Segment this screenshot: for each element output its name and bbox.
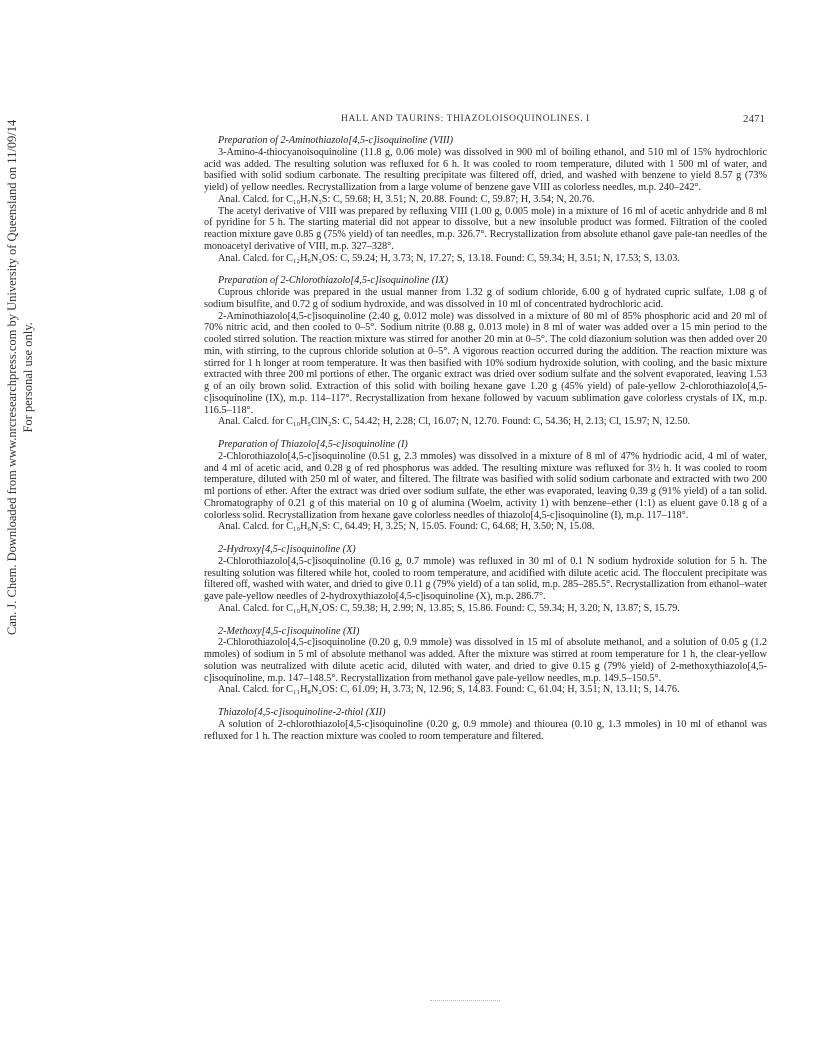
section-heading: 2-Methoxy[4,5-c]isoquinoline (XI) bbox=[218, 625, 360, 637]
paragraph: 2-Chlorothiazolo[4,5-c]isoquinoline (0.20 g, 0.9 mmole) was dissolved in 15 ml of absolute methanol, and a solution of 0.05 g (1.2 mmoles) of sodium in 5 ml of absolute methanol was added. After the mixture was stirred at room temperature for 1 h, the clear-yellow solution was neutralized with dilute acetic acid, diluted with water, and dried to give 0.15 g (79% yield) of 2-methoxythiazolo[4,5-c]isoquinoline, m.p. 147–148.5°. Recrystallization from methanol gave pale-yellow needles, m.p. 149.5–150.5°. bbox=[204, 637, 767, 684]
section-heading: Thiazolo[4,5-c]isoquinoline-2-thiol (XII) bbox=[218, 707, 386, 718]
section-heading: 2-Hydroxy[4,5-c]isoquinoline (X) bbox=[218, 544, 356, 555]
paragraph: The acetyl derivative of VIII was prepared by refluxing VIII (1.00 g, 0.005 mole) in a mixture of 16 ml of acetic anhydride and 8 ml of pyridine for 5 h. The starting material did not appear to dissolve, but a new insoluble product was formed. Filtration of the cooled reaction mixture gave 0.85 g (75% yield) of tan needles, m.p. 326.7°. Recrystallization from absolute ethanol gave pale-tan needles of the monoacetyl derivative of VIII, m.p. 327–328°. bbox=[204, 205, 767, 252]
analysis-line: Anal. Calcd. for C₁₀H₇N₃S: C, 59.68; H, 3.51; N, 20.88. Found: C, 59.87; H, 3.54; N, 20.76. bbox=[218, 193, 595, 205]
download-watermark bbox=[0, 0, 40, 1053]
paragraph: 2-Chlorothiazolo[4,5-c]isoquinoline (0.16 g, 0.7 mmole) was refluxed in 30 ml of 0.1 N sodium hydroxide solution for 5 h. The resulting solution was filtered while hot, cooled to room temperature, and acidified with dilute acetic acid. The flocculent precipitate was filtered off, washed with water, and dried to give 0.11 g (79% yield) of a tan solid, m.p. 285–285.5°. Recrystallization from ethanol–water gave pale-yellow needles of 2-hydroxythiazolo[4,5-c]isoquinoline (X), m.p. 286.7°. bbox=[204, 555, 767, 602]
paragraph: 3-Amino-4-thiocyanoisoquinoline (11.8 g, 0.06 mole) was dissolved in 900 ml of boiling ethanol, and 510 ml of 15% hydrochloric acid was added. The resulting solution was refluxed for 6 h. It was cooled to room temperature, diluted with 1 500 ml of water, and basified with solid sodium carbonate. The resulting precipitate was filtered off, dried, and washed with benzene to yield 8.57 g (73% yield) of yellow needles. Recrystallization from a large volume of benzene gave VIII as colorless needles, m.p. 240–242°. bbox=[204, 146, 767, 193]
article-body bbox=[204, 135, 767, 742]
analysis-line: Anal. Calcd. for C₁₀H₅ClN₂S: C, 54.42; H, 2.28; Cl, 16.07; N, 12.70. Found: C, 54.36; H, 2.13; Cl, 15.97; N, 12.50. bbox=[218, 416, 691, 428]
download-notice-line1: Can. J. Chem. Downloaded from www.nrcresearchpress.com by University of Queensland on 11/09/14 bbox=[5, 119, 19, 635]
analysis-line: Anal. Calcd. for C₁₂H₉N₃OS: C, 59.24; H, 3.73; N, 17.27; S, 13.18. Found: C, 59.34; H, 3.51; N, 17.53; S, 13.03. bbox=[218, 252, 680, 264]
paragraph: A solution of 2-chlorothiazolo[4,5-c]isoquinoline (0.20 g, 0.9 mmole) and thiourea (0.10 g, 1.3 mmoles) in 10 ml of ethanol was refluxed for 1 h. The reaction mixture was cooled to room temperature and filtered. bbox=[204, 718, 767, 742]
section-heading: Preparation of 2-Aminothiazolo[4,5-c]isoquinoline (VIII) bbox=[218, 135, 454, 146]
section-ix bbox=[204, 275, 767, 428]
analysis-line: Anal. Calcd. for C₁₀H₆N₂OS: C, 59.38; H, 2.99; N, 13.85; S, 15.86. Found: C, 59.34; H, 3.20; N, 13.87; S, 15.79. bbox=[218, 602, 680, 614]
section-viii bbox=[204, 135, 767, 264]
section-heading: Preparation of 2-Chlorothiazolo[4,5-c]isoquinoline (IX) bbox=[218, 275, 449, 287]
analysis-line: Anal. Calcd. for C₁₀H₆N₂S: C, 64.49; H, 3.25; N, 15.05. Found: C, 64.68; H, 3.50; N, 15.08. bbox=[218, 521, 595, 533]
paragraph: 2-Aminothiazolo[4,5-c]isoquinoline (2.40 g, 0.012 mole) was dissolved in a mixture of 80 ml of 85% phosphoric acid and 20 ml of 70% nitric acid, and then cooled to 0–5°. Sodium nitrite (0.88 g, 0.013 mole) in 8 ml of water was added over a 15 min period to the cooled stirred solution. The reaction mixture was stirred for another 20 min at 0–5°. The cold diazonium solution was then added over 20 min, with stirring, to the cuprous chloride solution at 0–5°. A vigorous reaction occurred during the addition. The reaction mixture was stirred for 1 h longer at room temperature. It was then basified with 10% sodium hydroxide solution, with cooling, and the basic mixture extracted with three 200 ml portions of ether. The organic extract was dried over sodium sulfate and the solvent evaporated, leaving 1.53 g of an oily brown solid. Extraction of this solid with boiling hexane gave 1.20 g (45% yield) of pale-yellow 2-chlorothiazolo[4,5-c]isoquinoline (IX), m.p. 114–117°. Recrystallization from hexane followed by vacuum sublimation gave colorless crystals of IX, m.p. 116.5–118°. bbox=[204, 310, 767, 416]
analysis-line: Anal. Calcd. for C₁₁H₈N₂OS: C, 61.09; H, 3.73; N, 12.96; S, 14.83. Found: C, 61.04; H, 3.51; N, 13.11; S, 14.76. bbox=[218, 684, 680, 696]
section-i bbox=[204, 439, 767, 533]
section-xii bbox=[204, 707, 767, 742]
footer-divider bbox=[430, 1000, 500, 1002]
section-xi bbox=[204, 626, 767, 697]
section-heading: Preparation of Thiazolo[4,5-c]isoquinoline (I) bbox=[218, 439, 408, 450]
page-number: 2471 bbox=[743, 113, 765, 125]
section-x bbox=[204, 544, 767, 615]
paragraph: 2-Chlorothiazolo[4,5-c]isoquinoline (0.51 g, 2.3 mmoles) was dissolved in a mixture of 8 ml of 47% hydriodic acid, 4 ml of water, and 4 ml of acetic acid, and 0.28 g of red phosphorus was added. The resulting mixture was refluxed for 3½ h. It was cooled to room temperature, diluted with 250 ml of water, and filtered. The filtrate was basified with solid sodium carbonate and extracted with two 200 ml portions of ether. After the extract was dried over sodium sulfate, the ether was evaporated, leaving 0.39 g (91% yield) of a tan solid. Chromatography of 0.21 g of this material on 10 g of alumina (Woelm, activity 1) with benzene–ether (1:1) as eluent gave 0.18 g of a colorless solid. Recrystallization from hexane gave colorless needles of thiazolo[4,5-c]isoquinoline (I), m.p. 117–118°. bbox=[204, 450, 767, 521]
download-notice-line2: For personal use only. bbox=[21, 322, 35, 433]
running-head: HALL AND TAURINS: THIAZOLOISOQUINOLINES. I bbox=[341, 114, 590, 124]
download-notice bbox=[4, 120, 36, 635]
paragraph: Cuprous chloride was prepared in the usual manner from 1.32 g of sodium chloride, 6.00 g of hydrated cupric sulfate, 1.08 g of sodium bisulfite, and 0.72 g of sodium hydroxide, and was dissolved in 10 ml of concentrated hydrochloric acid. bbox=[204, 287, 767, 310]
